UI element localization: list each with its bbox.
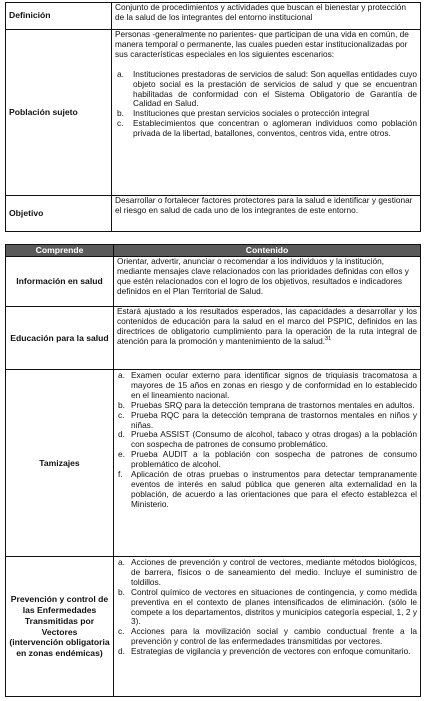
label-poblacion: Población sujeto: [6, 30, 112, 196]
list-item: a. Examen ocular externo para identificar signos de triquiasis tracomatosa a mayores de 15 años en zonas en riesgo y de conformidad en lo establecido en el lineamiento nacional.: [118, 370, 417, 400]
list-item: f. Aplicación de otras pruebas o instrumentos para detectar tempranamente eventos de interés en salud pública que generen alta externalidad en la población, de acuerdo a las orientaciones que para el efecto establezca el Ministerio.: [118, 469, 417, 509]
cell-tamizajes: [114, 370, 421, 557]
tamizajes-list: [117, 371, 417, 510]
row-definicion: [6, 3, 421, 30]
footnote-ref: 31: [325, 335, 332, 342]
list-item: e. Prueba AUDIT a la población con sospecha de patrones de consumo problemático de alcohol.: [118, 449, 417, 470]
row-prevencion: [6, 557, 421, 697]
list-item: b. Pruebas SRQ para la detección temprana de trastornos mentales en adultos.: [118, 399, 415, 410]
list-item: b. Control químico de vectores en situaciones de contingencia, y como medida preventiva en el contexto de planes intensificados de eliminación. (sólo le compete a los departamentos, distritos y municipios categoría especial, 1, 2 y 3).: [118, 586, 417, 627]
prevencion-list: [117, 558, 417, 657]
cell-label-prevencion: [6, 557, 114, 697]
label-prevencion: Prevención y control de las Enfermedades Transmitidas por Vectores: [10, 594, 109, 637]
list-item: b. Instituciones que prestan servicios sociales o protección integral: [117, 108, 370, 119]
row-objetivo: [6, 196, 421, 232]
list-item: c. Acciones para la movilización social y cambio conductual frente a la prevención y control de las enfermedades transmitidas por vectores.: [118, 626, 417, 647]
cell-prevencion: [114, 557, 421, 697]
text-educacion: Estará ajustado a los resultados esperados, las capacidades a desarrollar y los contenidos de educación para la salud en el marco del PSPIC, definidos en las directrices de obligatorio cumplimiento para la operación de la ruta integral de atención para la promoción y mantenimiento de la salud.: [117, 306, 417, 346]
definition-table: [5, 2, 421, 232]
list-item: a. Acciones de prevención y control de vectores, mediante métodos biológicos, de barrera, físicos o de saneamiento del medio. Incluye el suministro de toldillos.: [118, 557, 417, 587]
cell-educacion: [114, 307, 421, 370]
poblacion-intro: Personas -generalmente no parientes- que participan de una vida en común, de manera temporal o permanente, las cuales pueden estar institucionalizadas por sus características especiales en los siguientes escenarios:: [115, 29, 409, 59]
content-table: [5, 244, 421, 697]
row-informacion: [6, 257, 421, 307]
label-informacion: Información en salud: [6, 257, 114, 307]
label-educacion: Educación para la salud: [6, 307, 114, 370]
label-definicion: Definición: [6, 3, 112, 30]
list-item: a. Instituciones prestadoras de servicios de salud: Son aquellas entidades cuyo objeto social es la prestación de servicios de salud y que se encuentran habilitadas de conformidad con el Sistema Obligatorio de Garantía de Calidad en Salud.: [117, 68, 417, 109]
header-row: [6, 245, 421, 257]
row-educacion: [6, 307, 421, 370]
row-poblacion: [6, 30, 421, 196]
text-definicion: Conjunto de procedimientos y actividades que buscan el bienestar y protección de la salud de los integrantes del entorno institucional: [112, 3, 421, 30]
text-informacion: Orientar, advertir, anunciar o recomendar a los individuos y la institución, mediante mensajes clave relacionados con las prioridades definidas con ellos y que estén relacionados con el logro de los objetivos, resultados e indicadores definidos en el Plan Territorial de Salud.: [114, 257, 421, 307]
label-prevencion-note: (intervención obligatoria en zonas endémicas): [9, 637, 110, 659]
row-tamizajes: [6, 370, 421, 557]
list-item: d. Estrategias de vigilancia y prevención de vectores con enfoque comunitario.: [118, 646, 411, 657]
header-comprende: Comprende: [6, 245, 114, 257]
label-objetivo: Objetivo: [6, 196, 112, 232]
list-item: c. Establecimientos que concentran o aglomeran individuos como población privada de la libertad, batallones, conventos, centros vida, entre otros.: [117, 118, 417, 139]
list-item: c. Prueba RQC para la detección temprana de trastornos mentales en niños y niñas.: [118, 409, 417, 430]
text-objetivo: Desarrollar o fortalecer factores protectores para la salud e identificar y gestionar el riesgo en salud de cada uno de los integrantes de este entorno.: [112, 196, 421, 232]
label-tamizajes: Tamizajes: [6, 370, 114, 557]
poblacion-list: [115, 70, 417, 139]
cell-poblacion: [112, 30, 421, 196]
list-item: d. Prueba ASSIST (Consumo de alcohol, tabaco y otras drogas) a la población con sospecha de patrones de consumo problemático.: [118, 429, 417, 450]
header-contenido: Contenido: [114, 245, 421, 257]
